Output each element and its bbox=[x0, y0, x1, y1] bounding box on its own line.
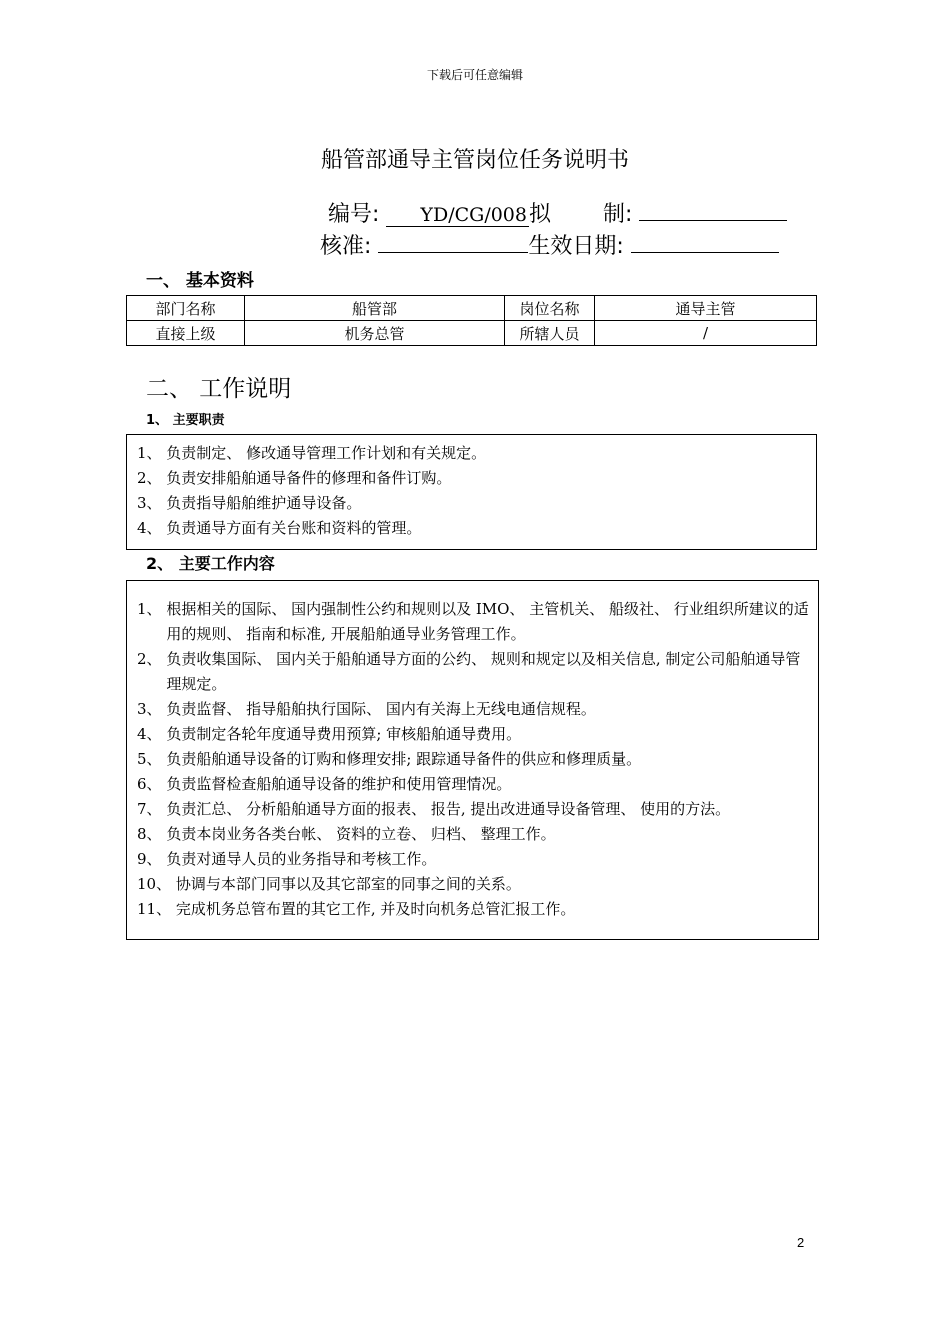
basic-info-table bbox=[126, 295, 817, 346]
item-text: 负责对通导人员的业务指导和考核工作。 bbox=[166, 850, 437, 868]
list-item bbox=[137, 747, 812, 772]
made-blank bbox=[639, 200, 787, 221]
table-cell: 所辖人员 bbox=[505, 321, 595, 346]
table-cell: 机务总管 bbox=[245, 321, 505, 346]
list-item: 2、 负责安排船舶通导备件的修理和备件订购。 bbox=[137, 469, 452, 487]
item-text: 协调与本部门同事以及其它部室的同事之间的关系。 bbox=[175, 875, 521, 893]
table-cell: / bbox=[595, 321, 817, 346]
effective-blank bbox=[631, 232, 779, 253]
item-text: 根据相关的国际、 国内强制性公约和规则以及 IMO、 主管机关、 船级社、 行业组织所建议的适用的规则、 指南和标准, 开展船舶通导业务管理工作。 bbox=[166, 600, 809, 643]
table-cell: 船管部 bbox=[245, 296, 505, 321]
item-text: 负责汇总、 分析船舶通导方面的报表、 报告, 提出改进通导设备管理、 使用的方法。 bbox=[166, 800, 731, 818]
header-note: 下载后可任意编辑 bbox=[426, 68, 523, 82]
list-item bbox=[137, 597, 812, 647]
item-number: 2、 bbox=[137, 650, 167, 668]
item-number: 6、 bbox=[137, 775, 167, 793]
item-text: 负责监督、 指导船舶执行国际、 国内有关海上无线电通信规程。 bbox=[166, 700, 596, 718]
item-number: 11、 bbox=[137, 900, 176, 918]
list-item bbox=[137, 822, 812, 847]
table-cell: 通导主管 bbox=[595, 296, 817, 321]
item-text: 负责收集国际、 国内关于船舶通导方面的公约、 规则和规定以及相关信息, 制定公司船舶通导管理规定。 bbox=[166, 650, 801, 693]
item-number: 9、 bbox=[137, 850, 167, 868]
duties-list bbox=[137, 441, 816, 541]
list-item bbox=[137, 797, 812, 822]
item-number: 4、 bbox=[137, 725, 167, 743]
list-item: 3、 负责指导船舶维护通导设备。 bbox=[137, 494, 362, 512]
list-item bbox=[137, 847, 812, 872]
list-item bbox=[137, 697, 812, 722]
duties-box bbox=[126, 434, 817, 550]
made-label: 制: bbox=[603, 202, 633, 227]
approve-blank bbox=[378, 232, 528, 253]
table-row bbox=[127, 296, 817, 321]
table-cell: 部门名称 bbox=[127, 296, 245, 321]
item-number: 1、 bbox=[137, 600, 167, 618]
section-work-description-heading: 二、 工作说明 bbox=[146, 376, 292, 402]
item-number: 10、 bbox=[137, 875, 176, 893]
table-cell: 直接上级 bbox=[127, 321, 245, 346]
item-number: 7、 bbox=[137, 800, 167, 818]
approve-label: 核准: bbox=[320, 234, 372, 259]
number-label: 编号: bbox=[328, 202, 380, 227]
item-number: 5、 bbox=[137, 750, 167, 768]
list-item bbox=[137, 872, 812, 897]
effective-label: 生效日期: bbox=[528, 234, 624, 259]
page-number: 2 bbox=[797, 1235, 805, 1250]
list-item: 1、 负责制定、 修改通导管理工作计划和有关规定。 bbox=[137, 444, 487, 462]
section-basic-info-heading: 一、 基本资料 bbox=[146, 271, 254, 291]
item-text: 负责本岗业务各类台帐、 资料的立卷、 归档、 整理工作。 bbox=[166, 825, 556, 843]
work-content-list bbox=[137, 597, 812, 922]
work-content-heading: 2、 主要工作内容 bbox=[146, 554, 275, 573]
list-item bbox=[137, 647, 812, 697]
number-value: YD/CG/008 bbox=[386, 204, 529, 227]
item-text: 负责船舶通导设备的订购和修理安排; 跟踪通导备件的供应和修理质量。 bbox=[166, 750, 642, 768]
item-text: 负责监督检查船舶通导设备的维护和使用管理情况。 bbox=[166, 775, 512, 793]
duties-heading: 1、 主要职责 bbox=[146, 413, 225, 428]
item-text: 完成机务总管布置的其它工作, 并及时向机务总管汇报工作。 bbox=[175, 900, 576, 918]
drafted-label: 拟 bbox=[528, 202, 551, 227]
document-title: 船管部通导主管岗位任务说明书 bbox=[320, 148, 629, 173]
work-content-box bbox=[126, 580, 819, 940]
item-text: 负责制定各轮年度通导费用预算; 审核船舶通导费用。 bbox=[166, 725, 522, 743]
list-item bbox=[137, 722, 812, 747]
list-item: 4、 负责通导方面有关台账和资料的管理。 bbox=[137, 519, 422, 537]
item-number: 3、 bbox=[137, 700, 167, 718]
table-row bbox=[127, 321, 817, 346]
list-item bbox=[137, 772, 812, 797]
meta-row-number bbox=[328, 197, 787, 228]
meta-row-approve bbox=[320, 229, 779, 260]
item-number: 8、 bbox=[137, 825, 167, 843]
table-cell: 岗位名称 bbox=[505, 296, 595, 321]
list-item bbox=[137, 897, 812, 922]
